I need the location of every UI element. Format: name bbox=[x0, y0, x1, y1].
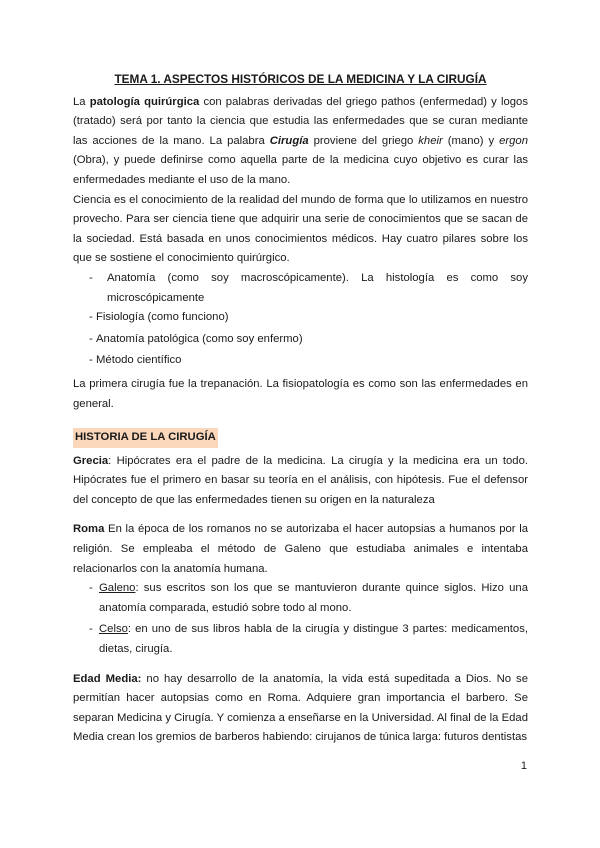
rome-label: Roma bbox=[73, 523, 105, 536]
middle-ages-paragraph bbox=[73, 670, 528, 748]
rome-item-name: Celso bbox=[99, 623, 128, 636]
rome-item-text: : en uno de sus libros habla de la cirugía y distingue 3 partes: medicamentos, dietas, cirugía. bbox=[99, 623, 528, 656]
greece-text: : Hipócrates era el padre de la medicina. La cirugía y la medicina era un todo. Hipócrates fue el primero en basar su teoría en el análisis, con hipótesis. Fue el defensor del concepto de que las enfermedades tienen su origen en la naturaleza bbox=[73, 454, 528, 506]
greece-label: Grecia bbox=[73, 454, 109, 467]
pillar-item: - Método científico bbox=[73, 351, 528, 371]
pillar-text: Anatomía (como soy macroscópicamente). La histología es como soy microscópicamente bbox=[107, 271, 528, 304]
pillar-item: - Fisiología (como funciono) bbox=[73, 308, 528, 328]
rome-item: - Celso: en uno de sus libros habla de la cirugía y distingue 3 partes: medicamentos, dietas, cirugía. bbox=[89, 623, 528, 656]
middle-ages-text: no hay desarrollo de la anatomía, la vida está supeditada a Dios. No se permitían hacer autopsias como en Roma. Adquiere gran importancia el barbero. Se separan Medicina y Cirugía. Y comienza a enseñarse en la Universidad. Al final de la Edad Media crean los gremios de barberos habiendo: cirujanos de túnica larga: futuros dentistas bbox=[73, 672, 528, 744]
page-number: 1 bbox=[520, 760, 527, 772]
greece-paragraph bbox=[73, 452, 528, 511]
rome-item: - Galeno: sus escritos son los que se mantuvieron durante quince siglos. Hizo una anatomía comparada, estudió sobre todo al mono. bbox=[89, 582, 528, 614]
pillar-text: Anatomía patológica (como soy enfermo) bbox=[96, 332, 303, 345]
term-kheir: kheir bbox=[418, 134, 443, 147]
pillar-item: - Anatomía patológica (como soy enfermo) bbox=[73, 330, 528, 350]
rome-item-text: : sus escritos son los que se mantuvieron durante quince siglos. Hizo una anatomía comparada, estudió sobre todo al mono. bbox=[99, 582, 528, 614]
middle-ages-label: Edad Media: bbox=[73, 672, 142, 685]
term-patologia-quirurgica: patología quirúrgica bbox=[89, 95, 200, 108]
pillar-text: Fisiología (como funciono) bbox=[96, 311, 229, 324]
intro-text: con palabras derivadas del griego pathos (enfermedad) y logos (tratado) será por tanto la ciencia que estudia las enfermedades que se curan mediante las acciones de la mano. La palabra bbox=[73, 95, 528, 147]
pillar-item: - Anatomía (como soy macroscópicamente). La histología es como soy microscópicamente bbox=[73, 269, 528, 308]
section-heading: HISTORIA DE LA CIRUGÍA bbox=[73, 428, 218, 448]
rome-paragraph bbox=[73, 520, 528, 579]
term-cirugia: Cirugía bbox=[269, 134, 309, 147]
history-heading-wrap bbox=[73, 428, 528, 448]
intro-paragraph-3: La primera cirugía fue la trepanación. La fisiopatología es como son las enfermedades en general. bbox=[73, 377, 528, 410]
rome-item-name: Galeno bbox=[99, 582, 136, 595]
intro-text: proviene del griego bbox=[308, 134, 419, 147]
intro-text: (mano) y bbox=[442, 134, 500, 147]
pillar-text: Método científico bbox=[96, 354, 182, 367]
intro-text: La bbox=[73, 95, 90, 108]
page-content bbox=[73, 70, 528, 748]
page-title: TEMA 1. ASPECTOS HISTÓRICOS DE LA MEDICINA Y LA CIRUGÍA bbox=[114, 72, 487, 86]
intro-paragraph-2: Ciencia es el conocimiento de la realidad del mundo de forma que lo utilizamos en nuestro provecho. Para ser ciencia tiene que adquirir una serie de conocimientos que se sacan de la sociedad. Está basada en unos conocimientos médicos. Hay cuatro pilares sobre los que se sostiene el conocimiento quirúrgico. bbox=[73, 193, 528, 265]
intro-text: (Obra), y puede definirse como aquella parte de la medicina cuyo objetivo es curar las enfermedades mediante el uso de la mano. bbox=[73, 154, 528, 186]
intro-paragraph-1 bbox=[73, 93, 528, 191]
rome-text: En la época de los romanos no se autorizaba el hacer autopsias a humanos por la religión. Se empleaba el método de Galeno que estudiaba animales e intentaba relacionarlos con la anatomía humana. bbox=[73, 523, 528, 575]
term-ergon: ergon bbox=[499, 134, 528, 147]
